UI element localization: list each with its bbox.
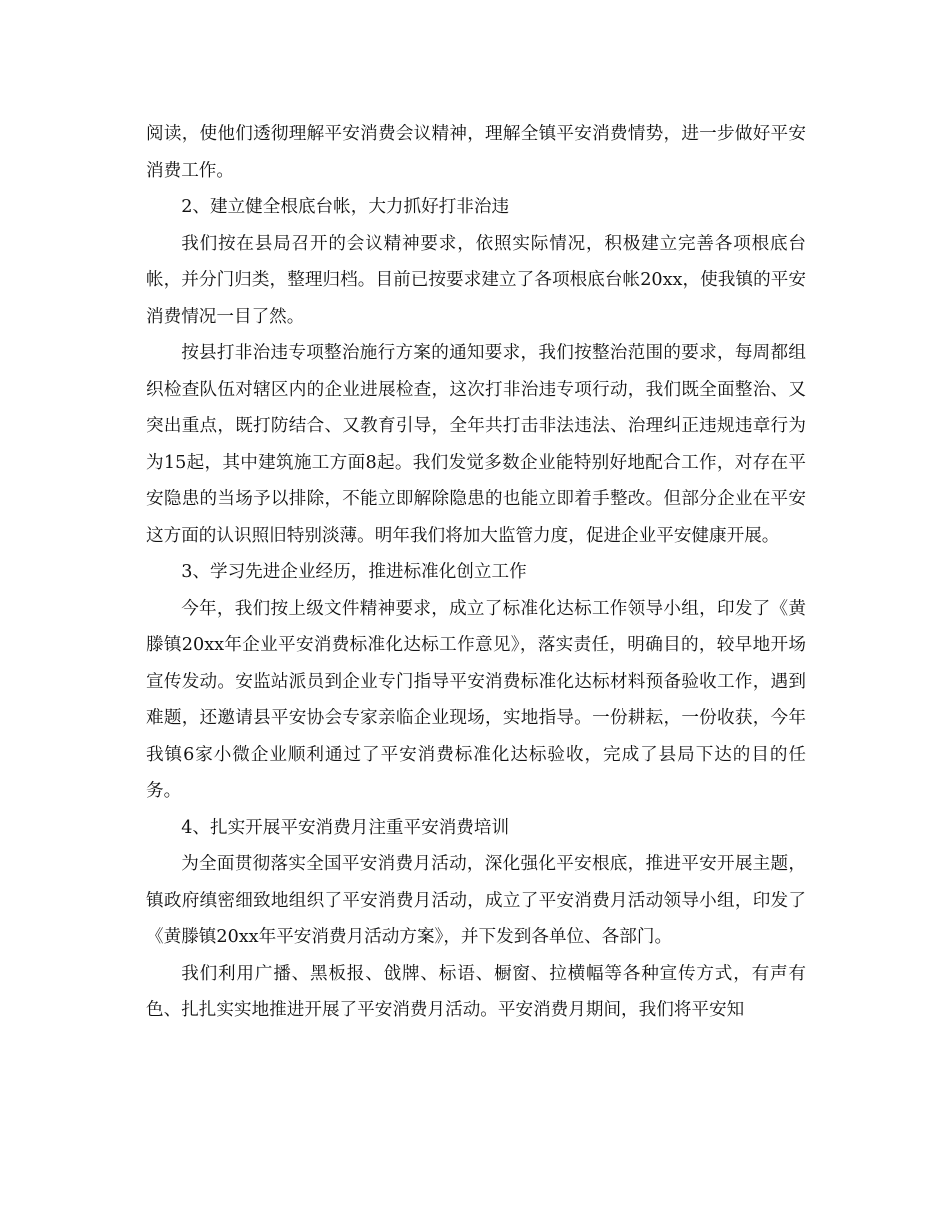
paragraph: 我们按在县局召开的会议精神要求，依照实际情况，积极建立完善各项根底台帐，并分门归类，整理归档。目前已按要求建立了各项根底台帐20xx，使我镇的平安消费情况一目了然。 — [146, 233, 806, 327]
paragraph: 我们利用广播、黑板报、戗牌、标语、橱窗、拉横幅等各种宣传方式，有声有色、扎扎实实地推进开展了平安消费月活动。平安消费月期间，我们将平安知 — [146, 963, 806, 1020]
paragraph: 按县打非治违专项整治施行方案的通知要求，我们按整治范围的要求，每周都组织检查队伍对辖区内的企业进展检查，这次打非治违专项行动，我们既全面整治、又突出重点，既打防结合、又教育引导，全年共打击非法违法、治理纠正违规违章行为为15起，其中建筑施工方面8起。我们发觉多数企业能特别好地配合工作，对存在平安隐患的当场予以排除，不能立即解除隐患的也能立即着手整改。但部分企业在平安这方面的认识照旧特别淡薄。明年我们将加大监管力度，促进企业平安健康开展。 — [146, 343, 806, 546]
section-heading-4: 4、扎实开展平安消费月注重平安消费培训 — [181, 817, 510, 838]
paragraph: 为全面贯彻落实全国平安消费月活动，深化强化平安根底，推进平安开展主题，镇政府缜密细致地组织了平安消费月活动，成立了平安消费月活动领导小组，印发了《黄滕镇20xx年平安消费月活动方案》，并下发到各单位、各部门。 — [146, 854, 806, 947]
paragraph-continuation: 阅读，使他们透彻理解平安消费会议精神，理解全镇平安消费情势，进一步做好平安消费工作。 — [146, 124, 806, 181]
section-heading-2: 2、建立健全根底台帐，大力抓好打非治违 — [181, 197, 510, 217]
section-heading-3: 3、学习先进企业经历，推进标准化创立工作 — [181, 562, 527, 582]
paragraph: 今年，我们按上级文件精神要求，成立了标准化达标工作领导小组，印发了《黄滕镇20xx年企业平安消费标准化达标工作意见》，落实责任，明确目的，较早地开场宣传发动。安监站派员到企业专门指导平安消费标准化达标材料预备验收工作，遇到难题，还邀请县平安协会专家亲临企业现场，实地指导。一份耕耘，一份收获，今年我镇6家小微企业顺利通过了平安消费标准化达标验收，完成了县局下达的目的任务。 — [146, 598, 806, 801]
document-body — [146, 116, 806, 1029]
